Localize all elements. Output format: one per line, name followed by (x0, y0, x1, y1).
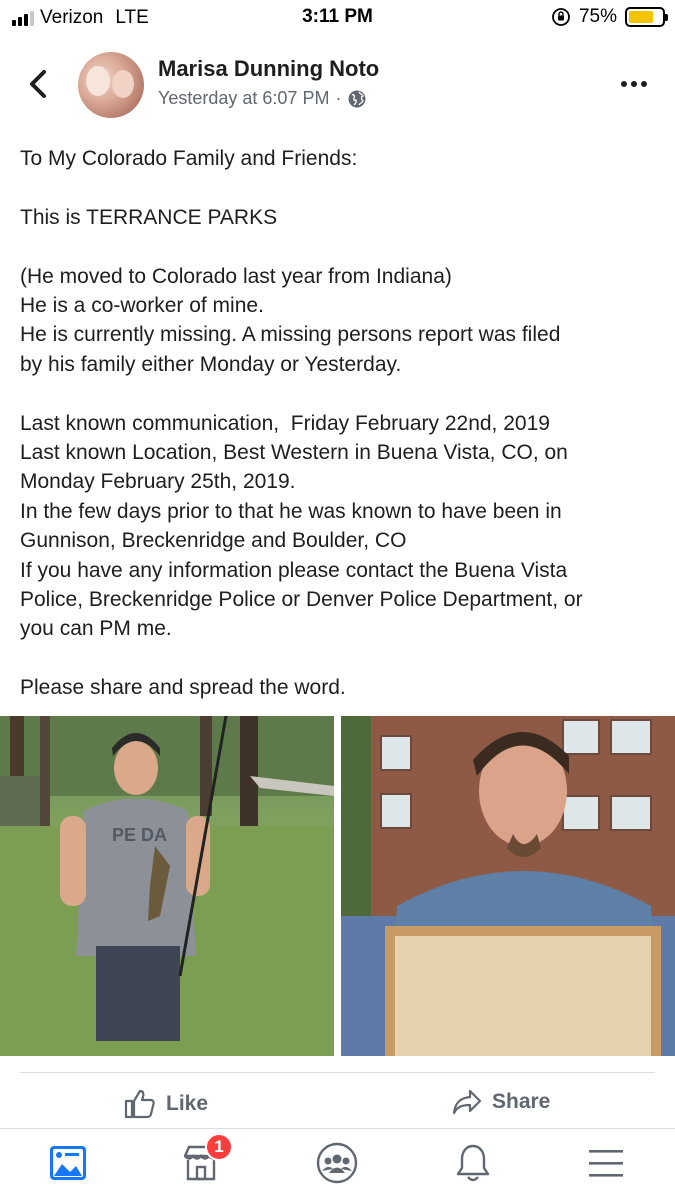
post-text-line: Police, Breckenridge Police or Denver Police Department, or (20, 588, 583, 612)
menu-icon (587, 1146, 625, 1180)
post-text-line: you can PM me. (20, 617, 172, 641)
network-type: LTE (115, 7, 149, 28)
back-chevron-icon[interactable] (22, 64, 54, 104)
post-header (0, 48, 675, 122)
post-text-line: Last known communication, Friday February 22nd, 2019 (20, 411, 550, 435)
paragraph-gap (20, 232, 660, 261)
thumbs-up-icon (124, 1089, 156, 1119)
post-text-line: Monday February 25th, 2019. (20, 470, 296, 494)
globe-icon (347, 89, 367, 109)
more-options-icon[interactable] (621, 74, 651, 94)
notification-badge: 1 (205, 1133, 233, 1161)
post-text-line: He is a co-worker of mine. (20, 294, 264, 317)
carrier-name: Verizon (40, 7, 104, 28)
battery-icon (625, 7, 665, 27)
post-text-line: If you have any information please contact the Buena Vista (20, 558, 568, 582)
orientation-lock-icon (551, 7, 571, 27)
meta-separator: · (335, 88, 342, 108)
post-body (20, 144, 660, 703)
share-button[interactable] (452, 1089, 550, 1115)
tab-menu[interactable] (584, 1141, 628, 1185)
share-arrow-icon (452, 1089, 482, 1115)
post-text-line: (He moved to Colorado last year from Indiana) (20, 264, 452, 288)
status-bar (0, 0, 675, 36)
like-label: Like (166, 1092, 209, 1115)
clock: 3:11 PM (302, 6, 373, 27)
post-text-line: This is TERRANCE PARKS (20, 205, 278, 229)
post-text-line: He is currently missing. A missing persons report was filed (20, 323, 561, 347)
photo-man-holding-donuts[interactable] (341, 716, 675, 1056)
post-text-line: by his family either Monday or Yesterday. (20, 352, 402, 376)
post-text-line: Gunnison, Breckenridge and Boulder, CO (20, 529, 407, 553)
post-text-line: To My Colorado Family and Friends: (20, 147, 358, 170)
author-avatar[interactable] (78, 52, 144, 118)
post-timestamp[interactable]: Yesterday at 6:07 PM (158, 88, 330, 108)
post-meta (158, 88, 367, 109)
tab-marketplace[interactable] (179, 1137, 224, 1185)
tab-groups[interactable] (315, 1141, 359, 1185)
post-text-line: Please share and spread the word. (20, 676, 346, 700)
photo-man-holding-fish[interactable] (0, 716, 334, 1056)
tab-news-feed[interactable] (46, 1141, 90, 1185)
battery-percent: 75% (578, 6, 617, 27)
bottom-tab-bar (0, 1128, 675, 1200)
author-name[interactable]: Marisa Dunning Noto (158, 56, 380, 81)
like-button[interactable] (124, 1089, 208, 1119)
post-actions (20, 1072, 655, 1124)
paragraph-gap (20, 644, 660, 673)
paragraph-gap (20, 173, 660, 202)
groups-icon (316, 1142, 358, 1184)
notifications-bell-icon (454, 1142, 492, 1184)
status-right (551, 6, 665, 28)
post-photos (0, 716, 675, 1056)
svg-text:PE DA: PE DA (112, 825, 168, 845)
post-text-line: Last known Location, Best Western in Buena Vista, CO, on (20, 441, 568, 465)
post-text-line: In the few days prior to that he was known to have been in (20, 499, 562, 523)
news-feed-icon (48, 1144, 88, 1182)
tab-notifications[interactable] (451, 1141, 495, 1185)
share-label: Share (492, 1090, 551, 1113)
paragraph-gap (20, 379, 660, 408)
